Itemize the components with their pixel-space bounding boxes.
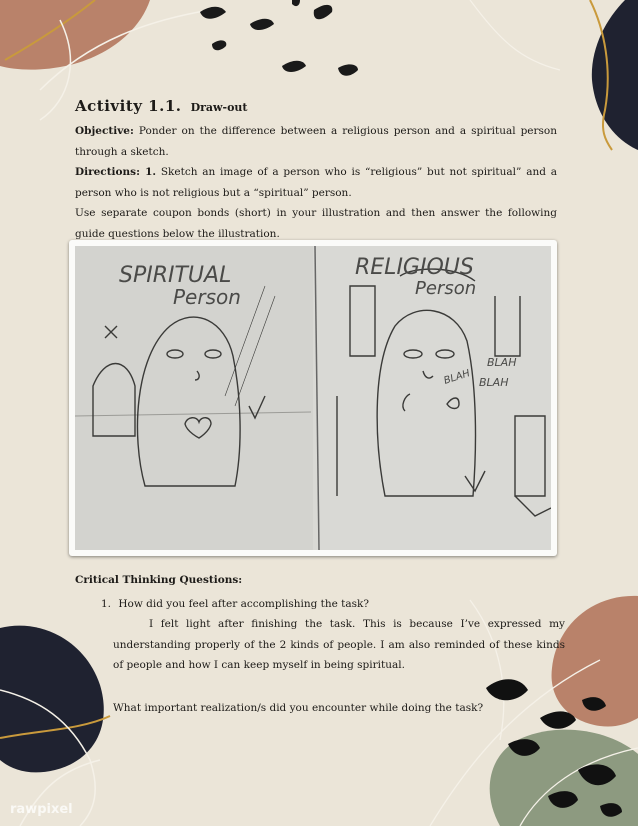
- brush-stroke: [250, 19, 274, 30]
- terracotta-blob-top-left: [0, 0, 150, 70]
- brush-stroke: [540, 711, 576, 728]
- objective-paragraph: [75, 121, 557, 162]
- watermark: rawpixel: [10, 802, 73, 817]
- critical-thinking-section: [75, 574, 565, 714]
- brush-stroke: [314, 5, 333, 19]
- question-2-text: What important realization/s did you encounter while doing the task?: [113, 701, 484, 714]
- brush-stroke: [292, 0, 300, 6]
- activity-title: [75, 96, 557, 115]
- objective-label: Objective:: [75, 125, 134, 137]
- directions-paragraph: [75, 162, 557, 203]
- sketch-blah-3: BLAH: [442, 368, 472, 387]
- sketch-blah-2: BLAH: [479, 376, 509, 389]
- brush-stroke: [282, 61, 306, 72]
- directions-paragraph-2: Use separate coupon bonds (short) in your illustration and then answer the following guide questions below the illustration.: [75, 207, 557, 240]
- leaf-outline-right: [470, 0, 560, 70]
- sketch-label-spiritual: SPIRITUAL: [119, 263, 232, 288]
- critical-heading: Critical Thinking Questions:: [75, 574, 243, 586]
- brush-stroke: [212, 40, 226, 50]
- sketch-figure: [69, 240, 557, 556]
- question-1-number: 1.: [100, 598, 111, 610]
- brush-stroke: [200, 7, 226, 19]
- brush-stroke: [338, 64, 358, 75]
- objective-text: Ponder on the difference between a religious person and a spiritual person through a sketch.: [75, 125, 557, 158]
- sketch-blah-1: BLAH: [487, 356, 517, 369]
- activity-title-sub: Draw-out: [190, 101, 248, 114]
- sketch-label-person-right: Person: [415, 278, 477, 299]
- directions-label: Directions: 1.: [75, 166, 157, 178]
- sketch-label-religious: RELIGIOUS: [355, 255, 474, 280]
- sketch-drawing: [75, 246, 551, 550]
- sketch-illustration: [75, 246, 551, 550]
- directions-text: Sketch an image of a person who is “religious” but not spiritual” and a person who is not religious but a “spiritual” person.: [75, 166, 557, 199]
- activity-section: [75, 96, 557, 244]
- sketch-label-person-left: Person: [173, 285, 241, 309]
- activity-title-main: Activity 1.1.: [75, 97, 182, 115]
- question-1-answer: I felt light after finishing the task. This is because I’ve expressed my understanding properly of the 2 kinds of people. I am also reminded of these kinds of people and how I can keep myself in being spiritual.: [113, 618, 565, 671]
- question-1: [75, 594, 565, 614]
- question-1-text: How did you feel after accomplishing the task?: [118, 598, 370, 610]
